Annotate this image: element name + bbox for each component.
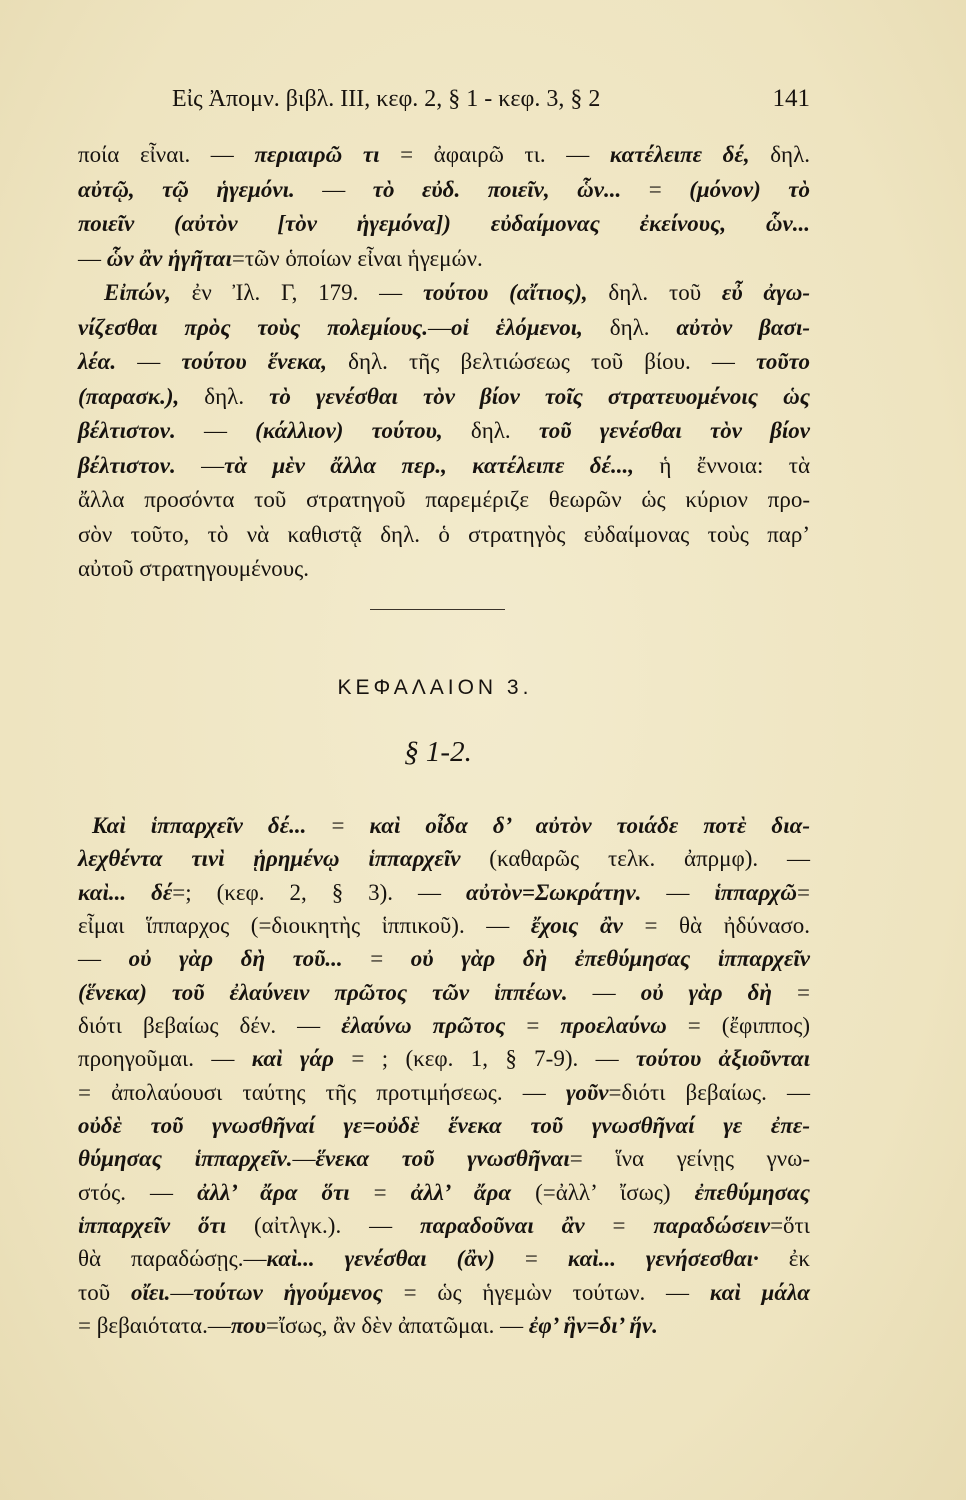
- text-line: [78, 552, 810, 587]
- lemma-text: προελαύνω: [560, 1012, 667, 1038]
- lemma-text: καὶ γάρ: [251, 1046, 335, 1072]
- gloss-text: δηλ.: [582, 314, 677, 340]
- text-line: [78, 1009, 810, 1042]
- gloss-text: =: [306, 813, 370, 838]
- text-line: [78, 1276, 810, 1309]
- gloss-text: = ὡς ἡγεμὼν τούτων. —: [382, 1279, 710, 1305]
- text-line: [78, 1309, 810, 1342]
- gloss-text: δηλ. τῆς βελτιώσεως τοῦ βίου. —: [327, 349, 756, 374]
- text-line: [78, 242, 810, 277]
- lemma-text: αὐτὸν βασι-: [676, 314, 810, 340]
- gloss-text: —: [294, 176, 373, 202]
- lemma-text: Εἰπών,: [104, 280, 171, 305]
- text-line: [78, 976, 810, 1009]
- gloss-text: (=ἀλλ’ ἴσως): [511, 1179, 695, 1205]
- gloss-text: —: [175, 418, 256, 443]
- gloss-text: —: [78, 946, 129, 972]
- gloss-text: —: [292, 1146, 316, 1172]
- text-line: [78, 1042, 810, 1075]
- lemma-text: ἐπεθύμησας: [694, 1179, 810, 1205]
- lemma-text: ἀλλ’ ἄρα ὅτι: [197, 1179, 350, 1205]
- lemma-text: καὶ οἶδα δ’ αὐτὸν τοιάδε ποτὲ δια-: [369, 813, 810, 838]
- text-line: [78, 449, 810, 484]
- section-heading: § 1-2.: [404, 736, 472, 768]
- lemma-text: (παρασκ.),: [78, 383, 180, 409]
- text-line: [78, 311, 810, 346]
- lemma-text: παραδώσειν: [653, 1212, 771, 1238]
- text-line: [78, 518, 810, 553]
- gloss-text: δηλ. τοῦ: [587, 280, 722, 305]
- lemma-text: οὐ γὰρ δὴ ἐπεθύμησας ἱππαρχεῖν: [410, 946, 810, 972]
- commentary-block-chapter-3: [78, 809, 810, 1342]
- lemma-text: ποιεῖν (αὐτὸν [τὸν ἡγεμόνα]) εὐδαίμονας ἐκείνους, ὧν...: [78, 211, 810, 236]
- text-line: [78, 1209, 810, 1242]
- gloss-text: ἄλλα προσόντα τοῦ στρατηγοῦ παρεμέριζε θεωρῶν ὡς κύριον προ-: [78, 487, 810, 512]
- text-line: [78, 1076, 810, 1109]
- text-line: [78, 1142, 810, 1175]
- lemma-text: εὖ ἀγω-: [721, 280, 810, 305]
- lemma-text: θύμησας ἱππαρχεῖν.: [78, 1146, 293, 1172]
- gloss-text: αὐτοῦ στρατηγουμένους.: [78, 556, 309, 581]
- gloss-text: —: [78, 245, 107, 271]
- lemma-text: τοῦτο: [755, 349, 810, 374]
- lemma-text: γοῦν: [565, 1079, 609, 1105]
- lemma-text: περιαιρῶ τι: [254, 142, 380, 167]
- gloss-text: δηλ.: [749, 142, 810, 167]
- text-line: [78, 138, 810, 173]
- text-line: [78, 942, 810, 975]
- gloss-text: ἐν Ἰλ. Γ, 179. —: [170, 280, 423, 305]
- lemma-text: (μόνον) τὸ: [689, 176, 810, 202]
- gloss-text: προηγοῦμαι. —: [78, 1046, 252, 1072]
- lemma-text: ἐλαύνω πρῶτος: [341, 1012, 506, 1038]
- lemma-text: ἱππαρχῶ: [714, 879, 798, 905]
- commentary-block-previous-chapter: [78, 138, 810, 587]
- lemma-text: αὐτὸν=Σωκράτην.: [465, 879, 642, 905]
- gloss-text: —: [175, 452, 225, 478]
- text-line: [78, 380, 810, 415]
- lemma-text: ἀλλ’ ἄρα: [410, 1179, 512, 1205]
- gloss-text: ἡ ἔννοια: τὰ: [633, 452, 811, 478]
- lemma-text: ἐφ’ ἣν=δι’ ἥν.: [528, 1312, 658, 1338]
- gloss-text: =τῶν ὁποίων εἶναι ἡγεμών.: [231, 245, 483, 271]
- lemma-text: τὸ γενέσθαι τὸν βίον τοῖς στρατευομένοις ὡς: [269, 383, 810, 409]
- lemma-text: τούτων ἡγούμενος: [193, 1279, 383, 1305]
- lemma-text: (ἕνεκα) τοῦ ἐλαύνειν πρῶτος τῶν ἱππέων.: [78, 979, 568, 1005]
- gloss-text: =: [772, 979, 810, 1005]
- lemma-text: οἱ ἑλόμενοι,: [451, 314, 583, 340]
- lemma-text: βέλτιστον.: [78, 452, 176, 478]
- text-line: [78, 1109, 810, 1142]
- lemma-text: λεχθέντα τινὶ ᾑρημένῳ ἱππαρχεῖν: [78, 846, 461, 872]
- lemma-text: καὶ... γενέσθαι (ἂν): [266, 1246, 495, 1272]
- gloss-text: —: [428, 314, 452, 340]
- lemma-text: τούτου ἀξιοῦνται: [635, 1046, 810, 1072]
- gloss-text: —: [170, 1279, 194, 1305]
- gloss-text: = (ἔφιππος): [666, 1012, 810, 1038]
- text-line: [78, 173, 810, 208]
- lemma-text: καὶ μάλα: [709, 1279, 811, 1305]
- gloss-text: =; (κεφ. 2, § 3). —: [172, 879, 466, 905]
- gloss-text: —: [116, 349, 182, 374]
- gloss-text: =: [621, 176, 690, 202]
- lemma-text: οὐ γὰρ δὴ: [640, 979, 773, 1005]
- text-line: [78, 414, 810, 449]
- lemma-text: τούτου ἕνεκα,: [181, 349, 328, 374]
- running-head: Εἰς Ἀπομν. βιβλ. III, κεφ. 2, § 1 - κεφ. 3, § 2: [172, 86, 601, 112]
- gloss-text: = ἵνα γείνῃς γνω-: [569, 1146, 810, 1172]
- gloss-text: τοῦ: [78, 1279, 131, 1305]
- commentary-paragraph: [78, 138, 810, 276]
- lemma-text: κατέλειπε δέ,: [609, 142, 750, 167]
- chapter-heading: ΚΕΦΑΛΑΙΟΝ 3.: [337, 676, 533, 699]
- gloss-text: (αἰτλγκ.). —: [226, 1212, 421, 1238]
- gloss-text: ποία εἶναι. —: [78, 142, 255, 167]
- lemma-text: αὐτῷ, τῷ ἡγεμόνι.: [78, 176, 295, 202]
- gloss-text: δηλ.: [442, 418, 539, 443]
- commentary-paragraph: [78, 276, 810, 587]
- lemma-text: βέλτιστον.: [78, 418, 176, 443]
- gloss-text: = ; (κεφ. 1, § 7-9). —: [334, 1046, 636, 1072]
- lemma-text: νίζεσθαι πρὸς τοὺς πολεμίους.: [78, 314, 429, 340]
- lemma-text: οἴει.: [130, 1279, 171, 1305]
- text-line: [78, 345, 810, 380]
- gloss-text: (καθαρῶς τελκ. ἀπρμφ). —: [460, 846, 810, 872]
- lemma-text: τούτου (αἴτιος),: [422, 280, 588, 305]
- gloss-text: διότι βεβαίως δέν. —: [78, 1012, 342, 1038]
- gloss-text: δηλ.: [179, 383, 270, 409]
- lemma-text: τὰ μὲν ἄλλα περ., κατέλειπε δέ...,: [224, 452, 634, 478]
- gloss-text: στός. —: [78, 1179, 198, 1205]
- lemma-text: καὶ... γενήσεσθαι·: [567, 1246, 759, 1272]
- text-line: [78, 909, 810, 942]
- gloss-text: =: [342, 946, 411, 972]
- gloss-text: =: [505, 1012, 561, 1038]
- lemma-text: παραδοῦναι ἂν: [420, 1212, 585, 1238]
- gloss-text: =: [494, 1246, 568, 1272]
- lemma-text: λέα.: [78, 349, 117, 374]
- gloss-text: =διότι βεβαίως. —: [608, 1079, 810, 1105]
- gloss-text: = ἀπολαύουσι ταύτης τῆς προτιμήσεως. —: [78, 1079, 566, 1105]
- gloss-text: = βεβαιότατα.—: [78, 1312, 231, 1338]
- lemma-text: που: [230, 1312, 266, 1338]
- gloss-text: =: [797, 879, 811, 905]
- commentary-paragraph: [78, 809, 810, 1342]
- lemma-text: Καὶ ἱππαρχεῖν δέ...: [92, 813, 307, 838]
- gloss-text: ἐκ: [758, 1246, 810, 1272]
- lemma-text: τὸ εὐδ. ποιεῖν, ὧν...: [372, 176, 622, 202]
- lemma-text: ἕνεκα τοῦ γνωσθῆναι: [315, 1146, 570, 1172]
- gloss-text: =ἴσως, ἂν δὲν ἀπατῶμαι. —: [265, 1312, 529, 1338]
- text-line: [78, 483, 810, 518]
- lemma-text: ἱππαρχεῖν ὅτι: [78, 1212, 227, 1238]
- lemma-text: καὶ... δέ: [78, 879, 173, 905]
- text-line: [78, 809, 810, 842]
- page-number: 141: [772, 85, 810, 112]
- gloss-text: θὰ παραδώσῃς.—: [78, 1246, 267, 1272]
- section-divider: [370, 609, 505, 610]
- lemma-text: ἔχοις ἂν: [530, 912, 623, 938]
- gloss-text: =: [584, 1212, 654, 1238]
- gloss-text: = θὰ ἠδύνασο.: [622, 912, 810, 938]
- text-line: [78, 1242, 810, 1275]
- text-line: [78, 207, 810, 242]
- gloss-text: =: [349, 1179, 411, 1205]
- gloss-text: —: [567, 979, 641, 1005]
- text-line: [78, 876, 810, 909]
- lemma-text: (κάλλιον) τούτου,: [255, 418, 443, 443]
- text-line: [78, 276, 810, 311]
- text-line: [78, 842, 810, 875]
- gloss-text: =ὅτι: [770, 1212, 810, 1238]
- lemma-text: ὧν ἂν ἡγῆται: [106, 245, 232, 271]
- lemma-text: τοῦ γενέσθαι τὸν βίον: [538, 418, 810, 443]
- lemma-text: οὐδὲ τοῦ γνωσθῆναί γε=οὐδὲ ἕνεκα τοῦ γνωσθῆναί γε ἐπε-: [78, 1112, 810, 1138]
- lemma-text: οὐ γὰρ δὴ τοῦ...: [128, 946, 343, 972]
- gloss-text: σὸν τοῦτο, τὸ νὰ καθιστᾷ δηλ. ὁ στρατηγὸς εὐδαίμονας τοὺς παρ’: [78, 521, 810, 547]
- text-line: [78, 1176, 810, 1209]
- gloss-text: —: [641, 879, 715, 905]
- gloss-text: εἶμαι ἵππαρχος (=διοικητὴς ἱππικοῦ). —: [78, 912, 531, 938]
- gloss-text: = ἀφαιρῶ τι. —: [379, 142, 610, 167]
